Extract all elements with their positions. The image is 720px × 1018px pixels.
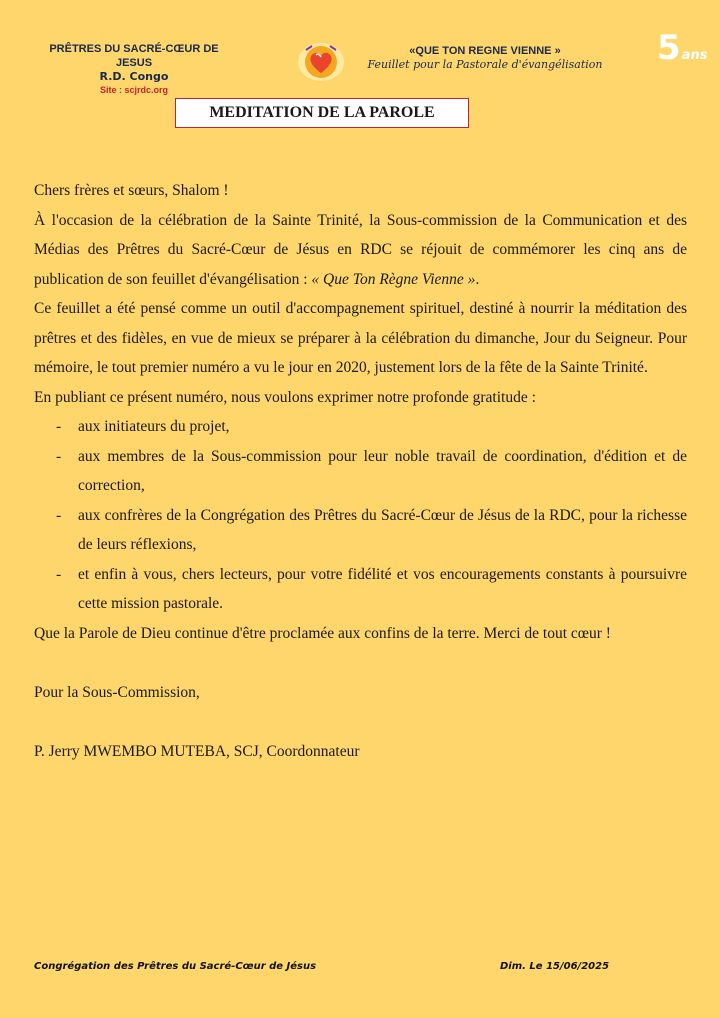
anniversary-badge (657, 28, 707, 68)
greeting: Chers frères et sœurs, Shalom ! (34, 182, 229, 199)
bullet-dash: - (56, 447, 62, 465)
bullet-dash: - (56, 506, 62, 524)
letter-body (34, 176, 687, 766)
motto: «QUE TON REGNE VIENNE » (409, 45, 561, 57)
organization-country: R.D. Congo (99, 70, 169, 83)
list-item-text: aux initiateurs du projet, (78, 418, 230, 435)
list-item (34, 560, 687, 619)
bullet-dash: - (56, 418, 62, 435)
paragraph-occasion-text: À l'occasion de la célébration de la Sainte Trinité, la Sous-commission de la Communication et des Médias des Prêtres du Sacré-Cœur de Jésus en RDC se réjouit de commémorer les cinq ans de publication de son feuillet d'évangélisation : (34, 211, 687, 288)
paragraph-purpose: Ce feuillet a été pensé comme un outil d'accompagnement spirituel, destiné à nourrir la méditation des prêtres et des fidèles, en vue de mieux se préparer à la célébration du dimanche, Jour du Seigneur. Pour mémoire, le tout premier numéro a vu le jour en 2020, justement lors de la fête de la Sainte Trinité. (34, 300, 687, 376)
list-item-text: aux membres de la Sous-commission pour leur noble travail de coordination, d'édition et de correction, (78, 447, 687, 494)
list-item (34, 501, 687, 560)
list-item-text: aux confrères de la Congrégation des Prêtres du Sacré-Cœur de Jésus de la RDC, pour la richesse de leurs réflexions, (78, 506, 687, 553)
list-item (34, 442, 687, 501)
heart-logo-icon (296, 40, 346, 82)
closing-sentence: Que la Parole de Dieu continue d'être proclamée aux confins de la terre. Merci de tout cœur ! (34, 624, 611, 642)
publication-title: « Que Ton Règne Vienne » (311, 270, 476, 288)
list-item (34, 412, 687, 442)
header-organization (34, 42, 234, 96)
footer-congregation: Congrégation des Prêtres du Sacré-Cœur de Jésus (34, 961, 317, 972)
paragraph-gratitude: En publiant ce présent numéro, nous voulons exprimer notre profonde gratitude : (34, 388, 536, 406)
gratitude-list (34, 412, 687, 619)
anniversary-word: ans (681, 48, 708, 63)
list-item-text: et enfin à vous, chers lecteurs, pour votre fidélité et vos encouragements constants à poursuivre cette mission pastorale. (78, 565, 687, 612)
header-motto (360, 44, 610, 72)
anniversary-number: 5 (657, 28, 681, 68)
organization-name: PRÊTRES DU SACRÉ-CŒUR DE JESUS (49, 43, 219, 69)
sign-for: Pour la Sous-Commission, (34, 683, 200, 701)
signature: P. Jerry MWEMBO MUTEBA, SCJ, Coordonnateur (34, 742, 360, 760)
bullet-dash: - (56, 565, 62, 583)
website-link[interactable]: Site : scjrdc.org (99, 85, 169, 95)
publication-subtitle: Feuillet pour la Pastorale d'évangélisation (367, 58, 603, 71)
paragraph-occasion (34, 206, 687, 295)
footer-date: Dim. Le 15/06/2025 (500, 961, 610, 972)
page-title: MEDITATION DE LA PAROLE (175, 98, 469, 128)
paragraph-occasion-end: . (475, 270, 480, 288)
